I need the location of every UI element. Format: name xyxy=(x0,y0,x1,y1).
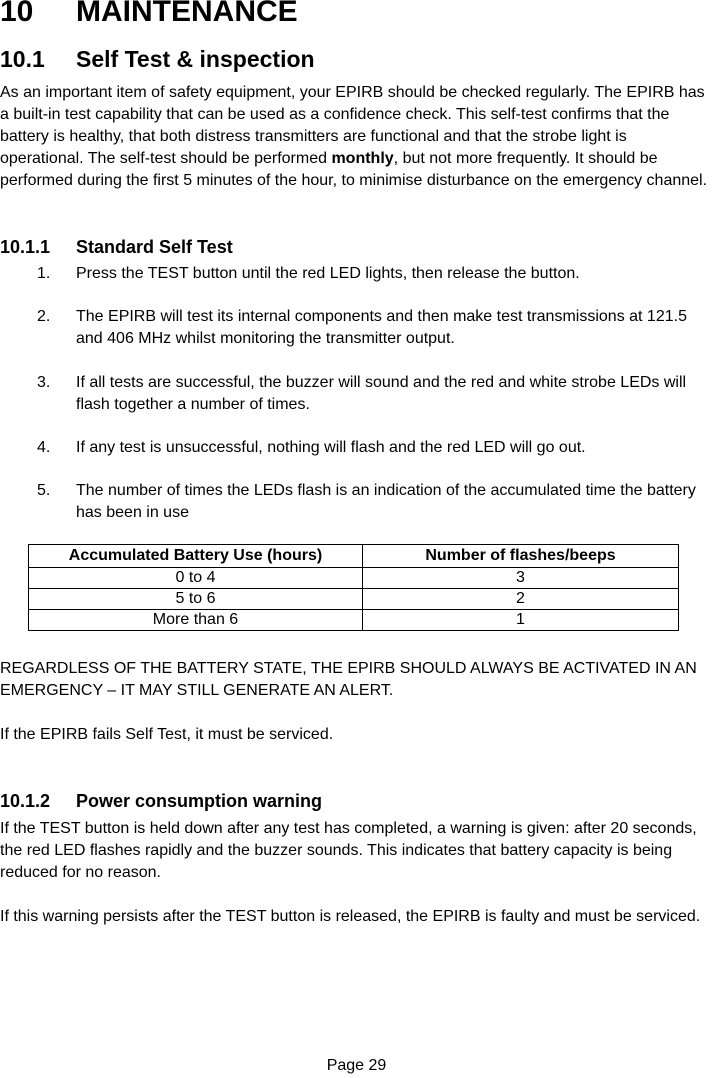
intro-paragraph xyxy=(0,82,712,192)
table-header-cell: Accumulated Battery Use (hours) xyxy=(29,545,363,568)
intro-text-bold: monthly xyxy=(331,150,394,167)
chapter-number: 10 xyxy=(0,0,34,28)
power-warning-paragraph: If the TEST button is held down after any test has completed, a warning is given: after 20 seconds, the red LED flashes rapidly and the buzzer sounds. This indicates that battery capacity is being reduced for no reason. xyxy=(0,820,697,881)
intro-text-part2: , but not more frequently. It should be performed during the first 5 minutes of the hour, to minimise disturbance on the emergency channel. xyxy=(0,150,708,189)
step-text: If any test is unsuccessful, nothing will flash and the red LED will go out. xyxy=(76,439,586,456)
table-cell: 2 xyxy=(363,589,679,610)
section-heading xyxy=(0,45,315,73)
warning-paragraph: REGARDLESS OF THE BATTERY STATE, THE EPIRB SHOULD ALWAYS BE ACTIVATED IN AN EMERGENCY – IT MAY STILL GENERATE AN ALERT. xyxy=(0,660,697,699)
table-header-cell: Number of flashes/beeps xyxy=(363,545,679,568)
table-cell: 0 to 4 xyxy=(29,568,363,589)
step-number: 1. xyxy=(37,265,51,282)
subsection-number: 10.1.2 xyxy=(0,791,51,811)
step-number: 3. xyxy=(37,374,51,391)
table-cell: More than 6 xyxy=(29,610,363,631)
battery-use-table xyxy=(28,544,679,631)
subsection-heading-standard-self-test xyxy=(0,236,233,258)
table-cell: 1 xyxy=(363,610,679,631)
step-number: 2. xyxy=(37,308,51,325)
table-header-row xyxy=(29,545,679,568)
intro-text-part1: As an important item of safety equipment, your EPIRB should be checked regularly. The EPIRB has a built-in test capability that can be used as a confidence check. This self-test confirms that the battery is healthy, that both distress transmitters are functional and that the strobe light is operational. The self-test should be performed xyxy=(0,84,705,167)
page-number: Page 29 xyxy=(326,1057,387,1074)
subsection-heading-power-consumption xyxy=(0,790,322,812)
subsection-number: 10.1.1 xyxy=(0,237,51,257)
step-number: 5. xyxy=(37,482,51,499)
power-warning-persist-paragraph: If this warning persists after the TEST button is released, the EPIRB is faulty and must be serviced. xyxy=(0,908,701,925)
table-row xyxy=(29,610,679,631)
subsection-title: Standard Self Test xyxy=(76,237,233,257)
step-text: If all tests are successful, the buzzer will sound and the red and white strobe LEDs will flash together a number of times. xyxy=(76,374,687,413)
step-number: 4. xyxy=(37,439,51,456)
step-text: The EPIRB will test its internal components and then make test transmissions at 121.5 and 406 MHz whilst monitoring the transmitter output. xyxy=(76,308,687,347)
chapter-title: MAINTENANCE xyxy=(76,0,298,28)
table-cell: 5 to 6 xyxy=(29,589,363,610)
section-title: Self Test & inspection xyxy=(76,46,315,72)
step-text: Press the TEST button until the red LED lights, then release the button. xyxy=(76,265,580,282)
table-row xyxy=(29,568,679,589)
section-number: 10.1 xyxy=(0,46,45,72)
step-text: The number of times the LEDs flash is an indication of the accumulated time the battery has been in use xyxy=(76,482,696,521)
subsection-title: Power consumption warning xyxy=(76,791,323,811)
table-row xyxy=(29,589,679,610)
chapter-heading xyxy=(0,0,298,30)
table-cell: 3 xyxy=(363,568,679,589)
fail-paragraph: If the EPIRB fails Self Test, it must be serviced. xyxy=(0,726,334,743)
